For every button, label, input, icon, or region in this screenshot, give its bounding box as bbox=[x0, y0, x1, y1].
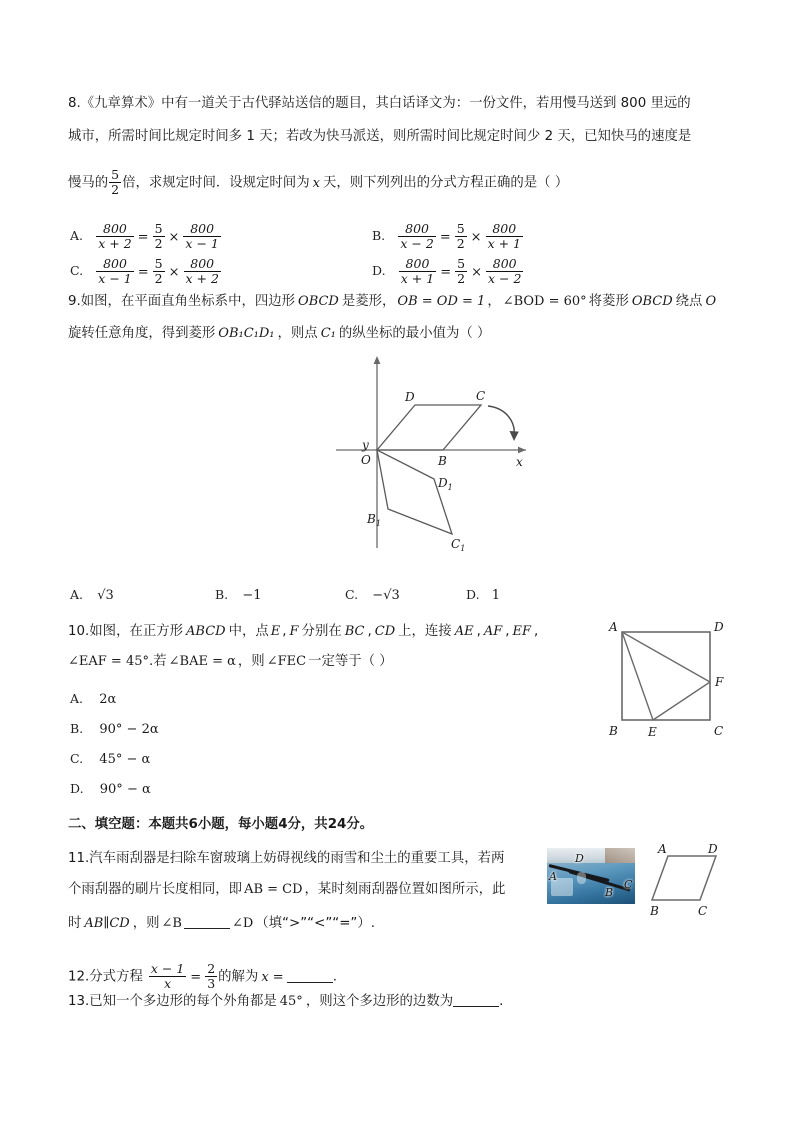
q9-option-d[interactable] bbox=[466, 588, 500, 603]
q13-number: 13. bbox=[68, 994, 90, 1009]
q8-opt-b-right-frac: $\frac{800}{x + 1}$ bbox=[487, 221, 522, 251]
q9-point-c1: C₁ bbox=[320, 326, 336, 341]
q11-parallel-ab-cd: AB∥CD bbox=[84, 916, 130, 931]
q8-opt-d-mid-frac: $\frac{5}{2}$ bbox=[457, 256, 466, 286]
segment-af bbox=[622, 632, 710, 682]
q8-opt-a-right-frac: $\frac{800}{x - 1}$ bbox=[185, 221, 219, 251]
q8-variable-x: x bbox=[312, 175, 320, 191]
q9-option-b-label: B. bbox=[215, 587, 229, 602]
q10-option-b[interactable] bbox=[70, 722, 159, 737]
label-O: O bbox=[361, 453, 371, 467]
q8-opt-c-equals: = bbox=[137, 264, 149, 280]
q8-option-a-label: A. bbox=[70, 228, 84, 243]
q9-option-d-label: D. bbox=[466, 587, 480, 602]
q10-option-d-value: 90° − α bbox=[99, 782, 151, 797]
q10-option-c-value: 45° − α bbox=[99, 752, 151, 767]
q9-option-c-value: −√3 bbox=[372, 588, 400, 603]
q10-option-a[interactable] bbox=[70, 692, 116, 707]
q8-line1 bbox=[68, 97, 691, 111]
q12-answer-blank[interactable] bbox=[287, 969, 333, 983]
q8-opt-b-mid-frac: $\frac{5}{2}$ bbox=[456, 221, 465, 251]
q9-option-b[interactable] bbox=[215, 588, 262, 603]
q9-option-a[interactable] bbox=[70, 588, 114, 603]
q10-angle-fec: ∠FEC bbox=[266, 654, 307, 669]
q9-quad-obcd-2: OBCD bbox=[631, 294, 673, 309]
q10-line1: 10.如图，在正方形 ABCD 中，点 E , F 分别在 BC , CD 上，连接 AE , AF , EF , bbox=[68, 624, 539, 639]
q8-opt-d-right-frac: $\frac{800}{x - 2}$ bbox=[487, 256, 522, 286]
photo-label-B: B bbox=[605, 886, 614, 899]
q10-seg-ef: EF bbox=[512, 624, 532, 639]
label-D1: $D_1$ bbox=[438, 476, 453, 492]
q10-option-c[interactable] bbox=[70, 752, 150, 767]
q9-option-d-value: 1 bbox=[491, 588, 501, 603]
q8-opt-d-equals: = bbox=[440, 264, 452, 280]
rhombus-obcd bbox=[377, 405, 481, 450]
square-outline bbox=[622, 632, 710, 720]
q10-square-abcd: ABCD bbox=[186, 624, 226, 639]
q10-option-a-label: A. bbox=[70, 691, 84, 706]
q8-option-c[interactable] bbox=[70, 257, 222, 285]
label-D: D bbox=[708, 842, 718, 856]
label-A: A bbox=[609, 620, 618, 634]
q8-frac-num: 5 bbox=[111, 167, 120, 182]
q11-eq-ab-cd: AB = CD bbox=[244, 882, 303, 897]
q12-equals: = bbox=[190, 969, 202, 985]
x-axis-arrow bbox=[518, 447, 526, 454]
q8-opt-b-left-frac: $\frac{800}{x - 2}$ bbox=[400, 221, 434, 251]
section2-count: 6 bbox=[188, 817, 198, 832]
q12-variable: x = bbox=[261, 969, 284, 985]
q8-line3-tail: 天，则下列列出的分式方程正确的是（ ） bbox=[322, 175, 569, 191]
q8-opt-c-left-frac: $\frac{800}{x - 1}$ bbox=[98, 256, 132, 286]
label-F: F bbox=[715, 675, 724, 689]
q8-opt-a-mid-frac: $\frac{5}{2}$ bbox=[154, 221, 163, 251]
q10-square-diagram bbox=[604, 620, 744, 742]
q9-option-b-value: −1 bbox=[242, 588, 262, 603]
q9-eq-angle-bod: ∠BOD = 60° bbox=[502, 294, 587, 309]
q8-fraction-5-2 bbox=[109, 168, 121, 196]
q8-opt-c-mid-frac: $\frac{5}{2}$ bbox=[154, 256, 163, 286]
q10-seg-ae: AE bbox=[454, 624, 474, 639]
q10-angle-eaf: ∠EAF = 45° bbox=[68, 654, 149, 669]
q11-number: 11. bbox=[68, 851, 90, 866]
q10-seg-cd: CD bbox=[374, 624, 396, 639]
photo-label-D: D bbox=[575, 852, 584, 865]
q8-option-d[interactable] bbox=[372, 257, 524, 285]
q8-number: 8. bbox=[68, 96, 81, 111]
label-B: B bbox=[609, 724, 618, 738]
q9-rhombus-ob1c1d1: OB₁C₁D₁ bbox=[218, 326, 275, 341]
label-x: x bbox=[516, 455, 523, 469]
q8-opt-c-right-frac: $\frac{800}{x + 2}$ bbox=[185, 256, 219, 286]
label-C: C bbox=[714, 724, 724, 738]
q8-opt-c-times: × bbox=[168, 264, 180, 280]
q12-fraction-right: $\frac{2}{3}$ bbox=[207, 961, 216, 991]
q13-line: 13.已知一个多边形的每个外角都是 45° ，则这个多边形的边数为 . bbox=[68, 994, 504, 1009]
section-2-heading: 二、填空题：本题共6小题，每小题4分，共24分。 bbox=[68, 817, 374, 832]
q9-quad-obcd: OBCD bbox=[298, 294, 339, 309]
q10-option-b-value: 90° − 2α bbox=[99, 722, 159, 737]
q11-line2: 个雨刮器的刷片长度相同，即 AB = CD ，某时刻雨刮器位置如图所示，此 bbox=[68, 882, 506, 897]
label-D: D bbox=[714, 620, 724, 634]
q12-line: 12.分式方程 $\frac{x - 1}{x}$ = $\frac{2}{3}$ 的解为 x = . bbox=[68, 961, 337, 991]
q8-opt-a-times: × bbox=[168, 229, 180, 245]
label-y: y bbox=[362, 438, 369, 452]
rotation-arrow-head bbox=[510, 431, 519, 441]
q10-point-f: F bbox=[289, 624, 299, 639]
parallelogram-outline bbox=[652, 856, 716, 900]
q8-frac-den: 2 bbox=[111, 181, 120, 197]
q9-option-c[interactable] bbox=[345, 588, 400, 603]
section2-points-total: 24 bbox=[327, 817, 347, 832]
q8-option-a[interactable] bbox=[70, 222, 222, 250]
q9-option-a-label: A. bbox=[70, 587, 84, 602]
q8-opt-a-left-frac: $\frac{800}{x + 2}$ bbox=[98, 221, 132, 251]
q8-option-c-label: C. bbox=[70, 263, 84, 278]
q10-point-e: E bbox=[270, 624, 281, 639]
label-B: B bbox=[438, 454, 447, 468]
label-B: B bbox=[650, 904, 659, 918]
q8-opt-d-left-frac: $\frac{800}{x + 1}$ bbox=[400, 256, 435, 286]
segment-ae bbox=[622, 632, 653, 720]
q8-line1-text: 《九章算术》中有一道关于古代驿站送信的题目，其白话译文为：一份文件，若用慢马送到 800 里远的 bbox=[80, 96, 691, 111]
q8-option-d-label: D. bbox=[372, 263, 386, 278]
q9-option-a-value: √3 bbox=[97, 588, 114, 603]
q8-opt-a-equals: = bbox=[137, 229, 149, 245]
photo-label-C: C bbox=[624, 878, 633, 891]
segment-ef bbox=[653, 682, 710, 720]
q11-angle-d: ∠D bbox=[231, 916, 254, 931]
q8-option-b-label: B. bbox=[372, 228, 386, 243]
photo-reflection-2 bbox=[577, 872, 586, 884]
q10-option-c-label: C. bbox=[70, 751, 84, 766]
q11-line1: 11.汽车雨刮器是扫除车窗玻璃上妨碍视线的雨雪和尘土的重要工具，若两 bbox=[68, 851, 505, 866]
y-axis-arrow bbox=[374, 356, 381, 364]
q8-opt-b-equals: = bbox=[439, 229, 451, 245]
q10-number: 10. bbox=[68, 624, 90, 639]
q9-coordinate-diagram bbox=[330, 348, 560, 563]
q12-number: 12. bbox=[68, 969, 90, 985]
label-D: D bbox=[405, 390, 415, 404]
label-C1: $C_1$ bbox=[451, 537, 466, 553]
photo-label-A: A bbox=[549, 870, 557, 883]
q10-seg-af: AF bbox=[483, 624, 503, 639]
label-A: A bbox=[658, 842, 667, 856]
q9-line2: 旋转任意角度，得到菱形 OB₁C₁D₁ ，则点 C₁ 的纵坐标的最小值为（ ） bbox=[68, 326, 491, 341]
q12-fraction-left: $\frac{x - 1}{x}$ bbox=[150, 961, 185, 991]
q8-line3-pre: 慢马的 bbox=[68, 175, 109, 191]
q8-line3 bbox=[68, 168, 568, 196]
q10-option-b-label: B. bbox=[70, 721, 84, 736]
label-E: E bbox=[648, 725, 657, 739]
q8-line3-post: 倍，求规定时间．设规定时间为 bbox=[122, 175, 310, 191]
q8-line2: 城市，所需时间比规定时间多 1 天；若改为快马派送，则所需时间比规定时间少 2 天，已知快马的速度是 bbox=[68, 129, 692, 144]
q11-answer-blank[interactable] bbox=[184, 915, 230, 929]
q9-number: 9. bbox=[68, 294, 81, 309]
q11-parallelogram-diagram bbox=[650, 842, 750, 918]
q10-angle-bae: ∠BAE = α bbox=[168, 654, 236, 669]
label-B1: $B_1$ bbox=[367, 512, 381, 528]
q13-answer-blank[interactable] bbox=[453, 993, 499, 1007]
q13-angle-value: 45° bbox=[279, 994, 303, 1009]
q11-wiper-photo bbox=[547, 848, 635, 904]
section2-points-each: 4 bbox=[278, 817, 288, 832]
q10-line2: ∠EAF = 45°.若 ∠BAE = α ，则 ∠FEC 一定等于（ ） bbox=[68, 654, 393, 669]
q9-option-c-label: C. bbox=[345, 587, 359, 602]
q10-option-a-value: 2α bbox=[99, 692, 117, 707]
q8-option-b[interactable] bbox=[372, 222, 524, 250]
q8-opt-d-times: × bbox=[471, 264, 482, 280]
label-C: C bbox=[698, 904, 708, 918]
q9-point-o: O bbox=[705, 294, 717, 309]
q10-option-d[interactable] bbox=[70, 782, 151, 797]
q9-line1: 9.如图，在平面直角坐标系中，四边形 OBCD 是菱形， OB = OD = 1 ， ∠BOD = 60° 将菱形 OBCD 绕点 O bbox=[68, 295, 719, 309]
q11-line3: 时 AB∥CD ，则 ∠B ∠D （填“>”“<”“=”）. bbox=[68, 916, 375, 931]
q10-seg-bc: BC bbox=[344, 624, 365, 639]
q8-opt-b-times: × bbox=[470, 229, 482, 245]
q10-option-d-label: D. bbox=[70, 781, 84, 796]
label-C: C bbox=[476, 389, 486, 403]
q9-eq-ob-od: OB = OD = 1 bbox=[397, 294, 486, 309]
q11-angle-b: ∠B bbox=[161, 916, 182, 931]
